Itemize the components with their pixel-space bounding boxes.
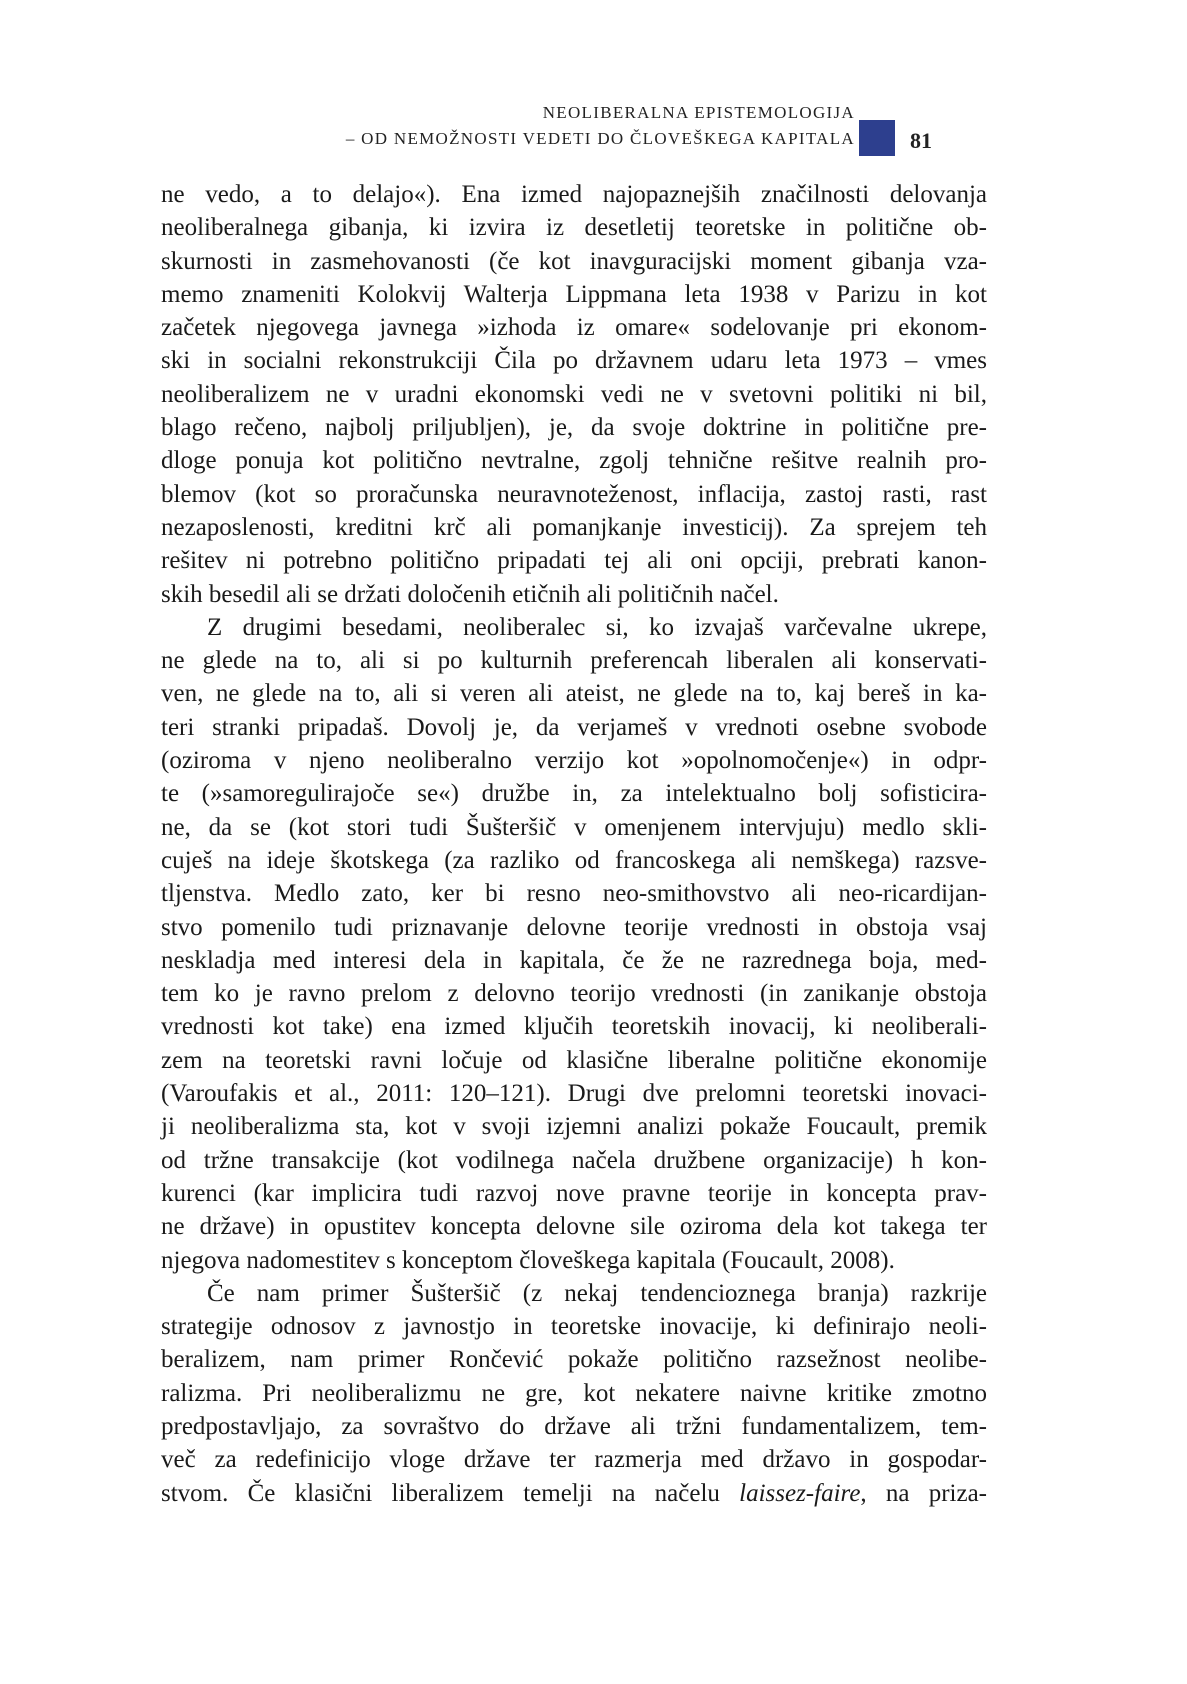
body-text bbox=[161, 178, 987, 1510]
text-line: več za redefinicijo vloge države ter razmerja med državo in gospodar- bbox=[161, 1446, 987, 1474]
text-line: ralizma. Pri neoliberalizmu ne gre, kot nekatere naivne kritike zmotno bbox=[161, 1379, 987, 1407]
text-line: blemov (kot so proračunska neuravnoteženost, inflacija, zastoj rasti, rast bbox=[161, 480, 987, 508]
text-line: neskladja med interesi dela in kapitala, če že ne razrednega boja, med- bbox=[161, 946, 987, 974]
text-line: njegova nadomestitev s konceptom človeškega kapitala (Foucault, 2008). bbox=[161, 1246, 895, 1274]
text-line: kurenci (kar implicira tudi razvoj nove pravne teorije in koncepta prav- bbox=[161, 1179, 987, 1207]
text-line: zem na teoretski ravni ločuje od klasične liberalne politične ekonomije bbox=[161, 1046, 987, 1074]
text-line: tem ko je ravno prelom z delovno teorijo vrednosti (in zanikanje obstoja bbox=[161, 980, 987, 1008]
text-line: ne vedo, a to delajo«). Ena izmed najopaznejših značilnosti delovanja bbox=[161, 181, 987, 208]
text-line: ne države) in opustitev koncepta delovne sile oziroma dela kot takega ter bbox=[161, 1213, 987, 1241]
text-line: Z drugimi besedami, neoliberalec si, ko izvajaš varčevalne ukrepe, bbox=[207, 613, 987, 641]
paragraph bbox=[161, 178, 987, 611]
text-line: blago rečeno, najbolj priljubljen), je, da svoje doktrine in politične pre- bbox=[161, 414, 987, 442]
text-line: beralizem, nam primer Rončević pokaže politično razsežnost neolibe- bbox=[161, 1346, 987, 1374]
italic-term: laissez-faire bbox=[739, 1479, 861, 1507]
text-line: teri stranki pripadaš. Dovolj je, da verjameš v vrednoti osebne svobode bbox=[161, 713, 987, 741]
text-line: ji neoliberalizma sta, kot v svoji izjemni analizi pokaže Foucault, premik bbox=[161, 1113, 987, 1141]
chapter-color-block bbox=[859, 120, 895, 156]
text-line: neoliberalnega gibanja, ki izvira iz desetletij teoretske in politične ob- bbox=[161, 214, 987, 242]
text-line: stvo pomenilo tudi priznavanje delovne teorije vrednosti in obstoja vsaj bbox=[161, 913, 987, 941]
text-line: ne glede na to, ali si po kulturnih preferencah liberalen ali konservati- bbox=[161, 647, 987, 675]
running-head-title: NEOLIBERALNA EPISTEMOLOGIJA bbox=[542, 103, 855, 122]
text-line: ne, da se (kot stori tudi Šušteršič v omenjenem intervjuju) medlo skli- bbox=[161, 813, 987, 841]
text-line: od tržne transakcije (kot vodilnega načela družbene organizacije) h kon- bbox=[161, 1146, 987, 1174]
text-line: skurnosti in zasmehovanosti (če kot inavguracijski moment gibanja vza- bbox=[161, 247, 987, 275]
text-line: stvom. Če klasični liberalizem temelji na načelu laissez-faire, na priza- bbox=[161, 1479, 987, 1507]
text-line: vrednosti kot take) ena izmed ključih teoretskih inovacij, ki neoliberali- bbox=[161, 1013, 987, 1041]
text-line: Če nam primer Šušteršič (z nekaj tendencioznega branja) razkrije bbox=[207, 1279, 987, 1307]
text-line: strategije odnosov z javnostjo in teoretske inovacije, ki definirajo neoli- bbox=[161, 1313, 987, 1341]
paragraph bbox=[161, 1277, 987, 1510]
running-head bbox=[346, 100, 855, 152]
text-line: memo znameniti Kolokvij Walterja Lippmana leta 1938 v Parizu in kot bbox=[161, 280, 987, 308]
text-line: (Varoufakis et al., 2011: 120–121). Drugi dve prelomni teoretski inovaci- bbox=[161, 1080, 987, 1108]
text-line: začetek njegovega javnega »izhoda iz omare« sodelovanje pri ekonom- bbox=[161, 314, 987, 342]
text-line: predpostavljajo, za sovraštvo do države ali tržni fundamentalizem, tem- bbox=[161, 1412, 987, 1440]
paragraph bbox=[161, 611, 987, 1277]
text-line: te (»samoregulirajoče se«) družbe in, za intelektualno bolj sofisticira- bbox=[161, 780, 987, 808]
page-number: 81 bbox=[910, 128, 932, 153]
text-line: tljenstva. Medlo zato, ker bi resno neo-smithovstvo ali neo-ricardijan- bbox=[161, 880, 987, 908]
text-line: rešitev ni potrebno politično pripadati tej ali oni opciji, prebrati kanon- bbox=[161, 547, 987, 575]
text-line: ven, ne glede na to, ali si veren ali ateist, ne glede na to, kaj bereš in ka- bbox=[161, 680, 987, 708]
text-line: neoliberalizem ne v uradni ekonomski vedi ne v svetovni politiki ni bil, bbox=[161, 380, 987, 408]
text-line: dloge ponuja kot politično nevtralne, zgolj tehnične rešitve realnih pro- bbox=[161, 447, 987, 475]
text-line: (oziroma v njeno neoliberalno verzijo kot »opolnomočenje«) in odpr- bbox=[161, 747, 987, 775]
running-head-subtitle: – OD NEMOŽNOSTI VEDETI DO ČLOVEŠKEGA KAPITALA bbox=[345, 129, 855, 148]
text-line: nezaposlenosti, kreditni krč ali pomanjkanje investicij). Za sprejem teh bbox=[161, 513, 987, 541]
text-line: ski in socialni rekonstrukciji Čila po državnem udaru leta 1973 – vmes bbox=[161, 347, 987, 375]
text-line: cuješ na ideje škotskega (za razliko od francoskega ali nemškega) razsve- bbox=[161, 846, 987, 874]
text-line: skih besedil ali se držati določenih etičnih ali političnih načel. bbox=[161, 580, 779, 608]
